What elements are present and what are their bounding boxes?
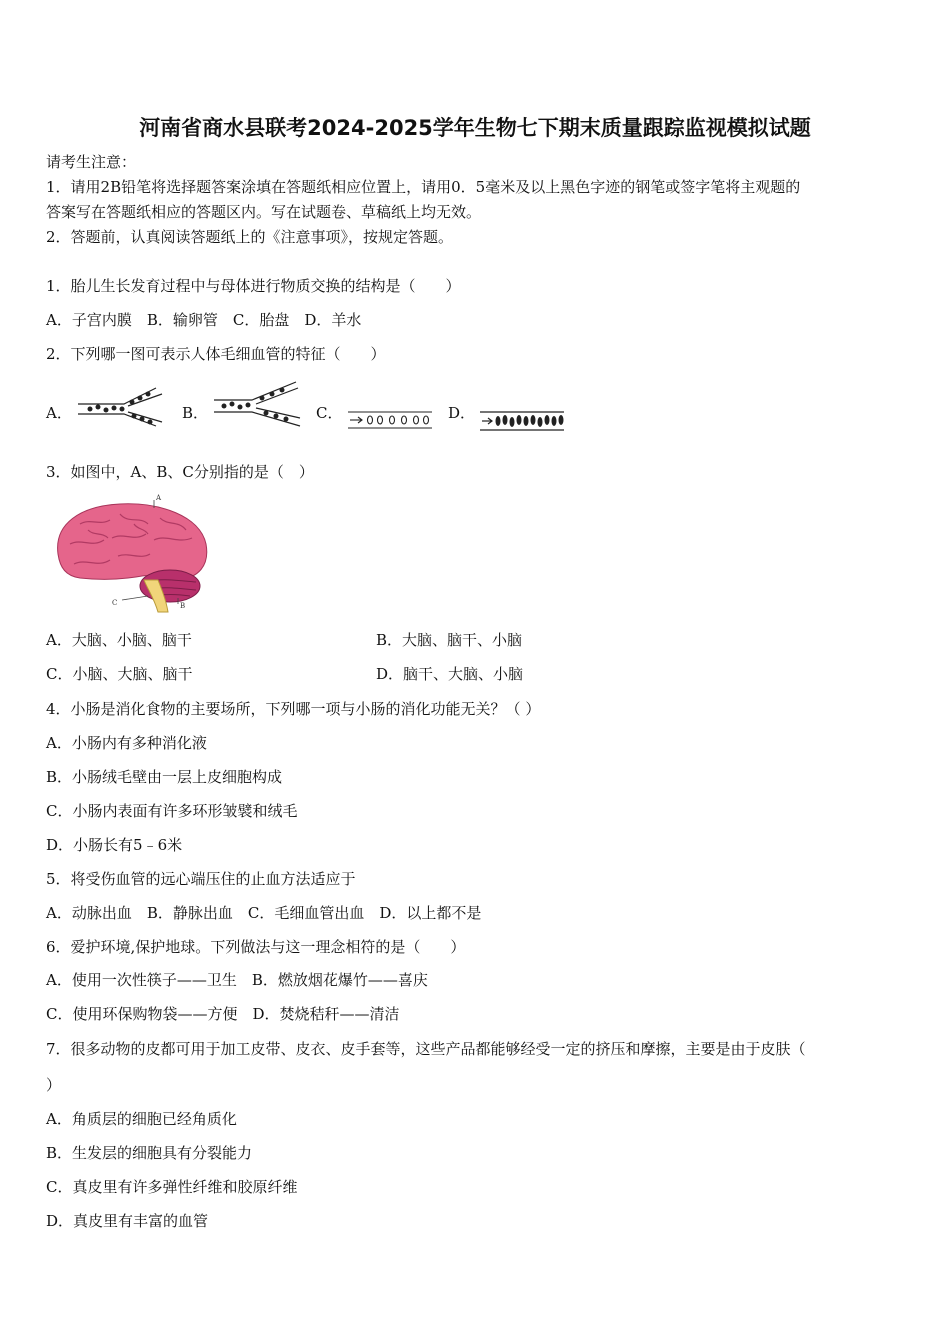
brain-label-a: A	[156, 494, 162, 502]
vessel-branch-figure-a	[76, 382, 168, 430]
q1-stem: 1．胎儿生长发育过程中与母体进行物质交换的结构是（ ）	[46, 277, 461, 295]
q3-option-d: D．脑干、大脑、小脑	[376, 665, 524, 683]
q1-options: A．子宫内膜 B．输卵管 C．胎盘 D．羊水	[46, 311, 362, 329]
q3-option-b: B．大脑、脑干、小脑	[376, 631, 523, 649]
q7-option-b: B．生发层的细胞具有分裂能力	[46, 1144, 253, 1162]
q4-option-c: C．小肠内表面有许多环形皱襞和绒毛	[46, 802, 298, 820]
brain-label-b: B	[180, 602, 186, 610]
brain-label-c: C	[112, 599, 118, 607]
q2-label-d: D．	[448, 404, 476, 422]
q7-option-c: C．真皮里有许多弹性纤维和胶原纤维	[46, 1178, 298, 1196]
notice-item-1-line-1: 1．请用2B铅笔将选择题答案涂填在答题纸相应位置上，请用0．5毫米及以上黑色字迹的钢笔或签字笔将主观题的	[46, 178, 801, 196]
q3-stem: 3．如图中，A、B、C分别指的是（ ）	[46, 463, 314, 481]
q4-option-a: A．小肠内有多种消化液	[46, 734, 207, 752]
q5-stem: 5．将受伤血管的远心端压住的止血方法适应于	[46, 870, 356, 888]
notice-heading: 请考生注意：	[46, 153, 137, 171]
notice-item-1-line-2: 答案写在答题纸相应的答题区内。写在试题卷、草稿纸上均无效。	[46, 203, 482, 221]
q7-stem-line-2: ）	[46, 1076, 62, 1094]
q7-option-a: A．角质层的细胞已经角质化	[46, 1110, 237, 1128]
q7-stem-line-1: 7．很多动物的皮都可用于加工皮带、皮衣、皮手套等，这些产品都能够经受一定的挤压和摩擦，主要是由于皮肤（	[46, 1040, 806, 1058]
q6-options-row-2: C．使用环保购物袋——方便 D．焚烧秸秆——清洁	[46, 1005, 400, 1023]
q5-options: A．动脉出血 B．静脉出血 C．毛细血管出血 D．以上都不是	[46, 904, 482, 922]
q6-stem: 6．爱护环境,保护地球。下列做法与这一理念相符的是（ ）	[46, 938, 466, 956]
notice-item-2: 2．答题前，认真阅读答题纸上的《注意事项》，按规定答题。	[46, 228, 454, 246]
q4-stem: 4．小肠是消化食物的主要场所，下列哪一项与小肠的消化功能无关？（ ）	[46, 700, 541, 718]
q4-option-d: D．小肠长有5﹣6米	[46, 836, 183, 854]
q6-options-row-1: A．使用一次性筷子——卫生 B．燃放烟花爆竹——喜庆	[46, 971, 428, 989]
q4-option-b: B．小肠绒毛壁由一层上皮细胞构成	[46, 768, 283, 786]
q7-option-d: D．真皮里有丰富的血管	[46, 1212, 209, 1230]
q3-option-c: C．小脑、大脑、脑干	[46, 665, 193, 683]
capillary-figure-c	[344, 408, 436, 432]
vessel-figure-d	[476, 408, 568, 434]
q3-option-a: A．大脑、小脑、脑干	[46, 631, 192, 649]
q2-label-c: C．	[316, 404, 343, 422]
page-title: 河南省商水县联考2024-2025学年生物七下期末质量跟踪监视模拟试题	[139, 116, 811, 140]
brain-diagram	[50, 494, 212, 614]
vessel-branch-figure-b	[212, 378, 304, 430]
q2-stem: 2．下列哪一图可表示人体毛细血管的特征（ ）	[46, 345, 386, 363]
q2-label-a: A．	[46, 404, 72, 422]
q2-label-b: B．	[182, 404, 209, 422]
